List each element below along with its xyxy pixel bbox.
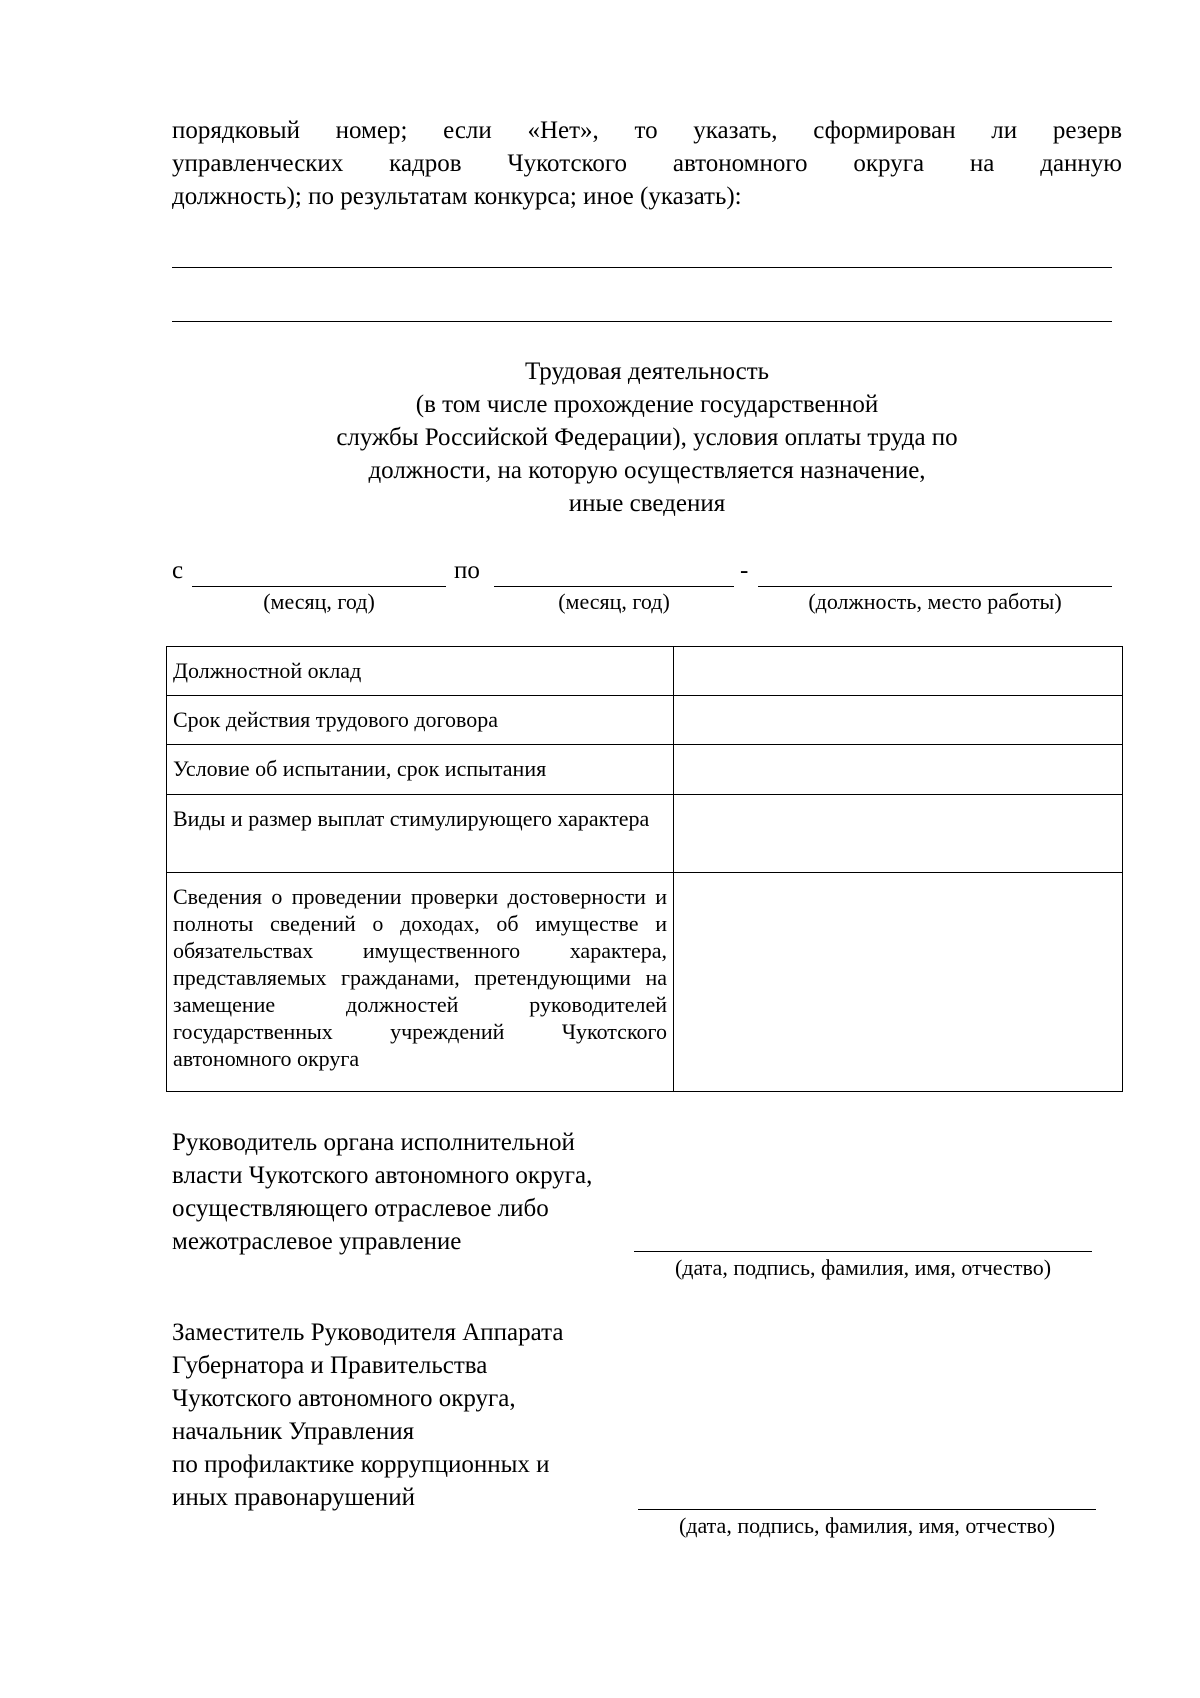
period-to-field[interactable]: [494, 586, 734, 587]
signatory-2-title: [172, 1316, 563, 1514]
row-label: Сведения о проведении проверки достоверности и полноты сведений о доходах, об имуществе и обязательствах имущественного характера, представляемых гражданами, претендующими на замещение должностей руководителей государственных учреждений Чукотского автономного округа: [167, 873, 674, 1092]
signatory-title-line: Чукотского автономного округа,: [172, 1385, 516, 1412]
position-field[interactable]: [758, 586, 1112, 587]
intro-paragraph: [172, 114, 1122, 213]
row-value-cell[interactable]: [674, 873, 1123, 1092]
row-label: Условие об испытании, срок испытания: [167, 745, 674, 795]
section-title-line: (в том числе прохождение государственной: [415, 391, 879, 418]
row-label: Должностной оклад: [167, 647, 674, 696]
table-row: [167, 873, 1123, 1092]
period-to-caption: (месяц, год): [558, 589, 670, 614]
section-title-line: Трудовая деятельность: [524, 358, 770, 385]
answer-line-2[interactable]: [172, 321, 1112, 322]
table-row: [167, 696, 1123, 745]
signatory-title-line: Губернатора и Правительства: [172, 1352, 488, 1379]
period-from-field[interactable]: [192, 586, 446, 587]
period-dash: -: [740, 557, 749, 584]
signatory-title-line: по профилактике коррупционных и: [172, 1451, 550, 1478]
signatory-title-line: межотраслевое управление: [172, 1228, 462, 1255]
row-label: Виды и размер выплат стимулирующего характера: [167, 795, 674, 873]
signature-line-2[interactable]: [638, 1509, 1096, 1510]
intro-line: должность); по результатам конкурса; иное (указать):: [172, 183, 742, 210]
row-label: Срок действия трудового договора: [167, 696, 674, 745]
row-value-cell[interactable]: [674, 647, 1123, 696]
table-row: [167, 647, 1123, 696]
period-from-label: с: [172, 557, 184, 584]
intro-line: управленческих кадров Чукотского автономного округа на данную: [172, 150, 1122, 177]
answer-line-1[interactable]: [172, 267, 1112, 268]
row-value-cell[interactable]: [674, 795, 1123, 873]
signatory-title-line: начальник Управления: [172, 1418, 415, 1445]
period-from-caption: (месяц, год): [263, 589, 375, 614]
section-title-line: службы Российской Федерации), условия оплаты труда по: [336, 424, 958, 451]
signature-caption-1: (дата, подпись, фамилия, имя, отчество): [674, 1255, 1052, 1280]
section-title-line: должности, на которую осуществляется назначение,: [368, 457, 926, 484]
signatory-title-line: иных правонарушений: [172, 1484, 416, 1511]
section-title: [172, 355, 1122, 520]
intro-line: порядковый номер; если «Нет», то указать, сформирован ли резерв: [172, 117, 1122, 144]
row-value-cell[interactable]: [674, 696, 1123, 745]
period-to-label: по: [454, 557, 480, 584]
position-caption: (должность, место работы): [808, 589, 1062, 614]
signatory-title-line: Заместитель Руководителя Аппарата: [172, 1319, 564, 1346]
signature-line-1[interactable]: [634, 1251, 1092, 1252]
table-row: [167, 745, 1123, 795]
signatory-title-line: Руководитель органа исполнительной: [172, 1129, 575, 1156]
signatory-title-line: власти Чукотского автономного округа,: [172, 1162, 593, 1189]
signatory-1-title: [172, 1126, 592, 1258]
signature-caption-2: (дата, подпись, фамилия, имя, отчество): [678, 1513, 1056, 1538]
employment-terms-table: [166, 646, 1123, 1092]
table-row: [167, 795, 1123, 873]
section-title-line: иные сведения: [568, 490, 726, 517]
row-value-cell[interactable]: [674, 745, 1123, 795]
signatory-title-line: осуществляющего отраслевое либо: [172, 1195, 549, 1222]
